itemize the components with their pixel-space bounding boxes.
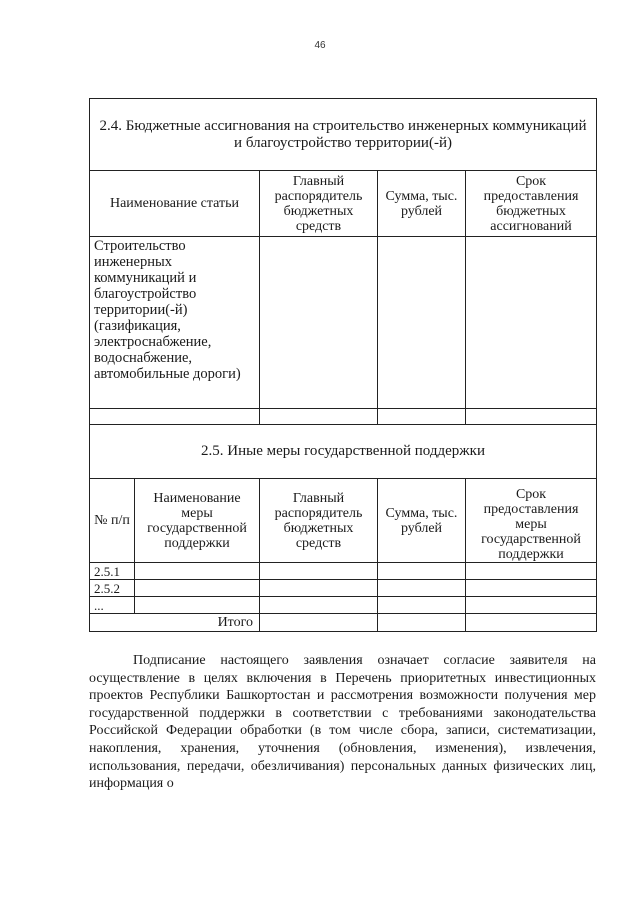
section-2-4-header-row: [90, 171, 597, 237]
cell-measure-name[interactable]: [135, 563, 260, 580]
cell-extra-name[interactable]: [90, 409, 260, 425]
header-row-number: № п/п: [90, 479, 135, 563]
section-2-4-data-row: [90, 237, 597, 409]
consent-paragraph: [89, 652, 596, 793]
row-construction-item: Строительство инженерных коммуникаций и благоустройство территории(-й) (газификация, электроснабжение, водоснабжение, автомобильные дороги): [90, 237, 260, 409]
section-2-4-title-row: [90, 99, 597, 171]
cell-amount[interactable]: [378, 237, 466, 409]
section-2-4-extra-row: [90, 409, 597, 425]
section-2-4-title: 2.4. Бюджетные ассигнования на строительство инженерных коммуникаций и благоустройство территории(-й): [90, 99, 597, 171]
cell-main-manager[interactable]: [260, 237, 378, 409]
cell-amount[interactable]: [378, 597, 466, 614]
header-main-manager: Главный распорядитель бюджетных средств: [260, 171, 378, 237]
header-term: Срок предоставления бюджетных ассигнований: [466, 171, 597, 237]
header-amount: Сумма, тыс. рублей: [378, 479, 466, 563]
header-main-manager: Главный распорядитель бюджетных средств: [260, 479, 378, 563]
header-measure-name: Наименование меры государственной поддержки: [135, 479, 260, 563]
table-row: [90, 580, 597, 597]
section-2-5-title: 2.5. Иные меры государственной поддержки: [90, 425, 597, 479]
row-number: 2.5.2: [90, 580, 135, 597]
row-number: ...: [90, 597, 135, 614]
cell-amount[interactable]: [378, 580, 466, 597]
cell-extra-amount[interactable]: [378, 409, 466, 425]
header-amount: Сумма, тыс. рублей: [378, 171, 466, 237]
total-label: Итого: [90, 614, 260, 632]
header-item-name: Наименование статьи: [90, 171, 260, 237]
consent-text: Подписание настоящего заявления означает согласие заявителя на осуществление в целях включения в Перечень приоритетных инвестиционных проектов Республики Башкортостан и рассмотрения возможности получения мер государственной поддержки в соответствии с требованиями законодательства Российской Федерации обработки (в том числе сбора, записи, систематизации, накопления, хранения, уточнения (обновления, изменения), извлечения, использования, передачи, обезличивания) персональных данных физических лиц, информация о: [89, 653, 596, 792]
header-measure-term: Срок предоставления меры государственной поддержки: [466, 479, 597, 563]
cell-total-term[interactable]: [466, 614, 597, 632]
cell-total-amount[interactable]: [378, 614, 466, 632]
form-table: [89, 98, 597, 632]
cell-main-manager[interactable]: [260, 563, 378, 580]
row-number: 2.5.1: [90, 563, 135, 580]
cell-term[interactable]: [466, 597, 597, 614]
cell-term[interactable]: [466, 563, 597, 580]
cell-amount[interactable]: [378, 563, 466, 580]
table-row: [90, 597, 597, 614]
cell-total-manager[interactable]: [260, 614, 378, 632]
cell-extra-term[interactable]: [466, 409, 597, 425]
section-2-5-header-row: [90, 479, 597, 563]
cell-term[interactable]: [466, 580, 597, 597]
cell-main-manager[interactable]: [260, 597, 378, 614]
cell-term[interactable]: [466, 237, 597, 409]
cell-measure-name[interactable]: [135, 597, 260, 614]
table-row: [90, 563, 597, 580]
application-form-tables: [89, 98, 596, 632]
total-row: [90, 614, 597, 632]
cell-extra-manager[interactable]: [260, 409, 378, 425]
cell-measure-name[interactable]: [135, 580, 260, 597]
section-2-5-title-row: [90, 425, 597, 479]
cell-main-manager[interactable]: [260, 580, 378, 597]
page-number: 46: [314, 40, 326, 51]
